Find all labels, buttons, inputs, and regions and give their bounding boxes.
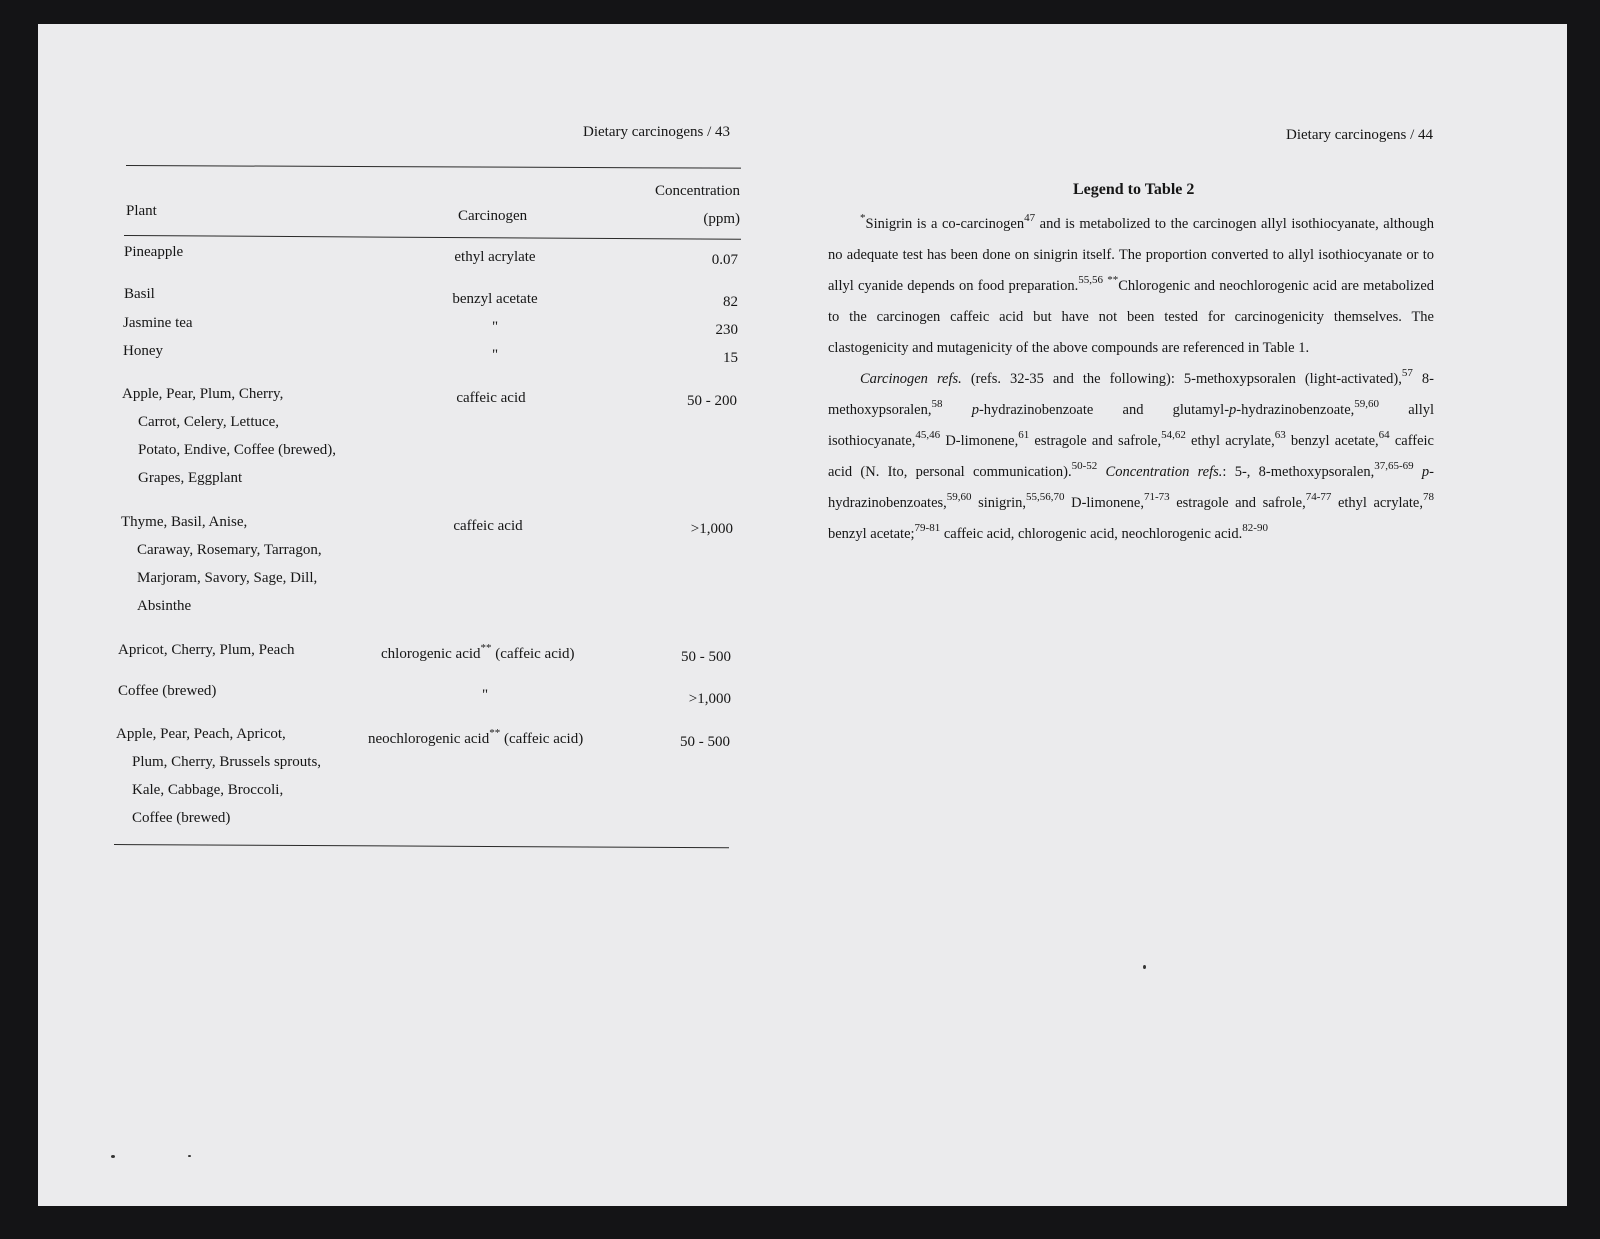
table-row bbox=[121, 508, 322, 620]
carcinogen-cell: " bbox=[491, 347, 499, 363]
concentration-cell: 50 - 200 bbox=[687, 393, 737, 409]
plant-cell: Caraway, Rosemary, Tarragon, bbox=[137, 542, 322, 558]
plant-cell: Absinthe bbox=[137, 598, 192, 614]
carcinogen-qualifier: (caffeic acid) bbox=[491, 646, 575, 662]
carcinogen-cell bbox=[381, 640, 575, 668]
table-row bbox=[123, 309, 193, 337]
plant-cell: Kale, Cabbage, Broccoli, bbox=[132, 782, 284, 798]
plant-cell: Honey bbox=[123, 343, 163, 359]
plant-cell: Basil bbox=[124, 286, 155, 302]
concentration-cell: 82 bbox=[723, 294, 738, 310]
footnote-marker: ** bbox=[480, 642, 492, 654]
plant-cell: Apple, Pear, Plum, Cherry, bbox=[122, 386, 284, 402]
table-top-rule bbox=[126, 165, 741, 169]
concentration-cell: >1,000 bbox=[688, 691, 731, 707]
plant-cell: Potato, Endive, Coffee (brewed), bbox=[138, 442, 336, 458]
plant-cell: Apricot, Cherry, Plum, Peach bbox=[118, 642, 295, 658]
column-header-carcinogen: Carcinogen bbox=[458, 208, 528, 224]
table-row bbox=[124, 238, 183, 266]
plant-cell: Plum, Cherry, Brussels sprouts, bbox=[132, 754, 322, 770]
plant-cell: Marjoram, Savory, Sage, Dill, bbox=[137, 570, 318, 586]
carcinogen-cell: " bbox=[491, 319, 499, 335]
right-page-header: Dietary carcinogens / 44 bbox=[1286, 127, 1434, 143]
carcinogen-cell: caffeic acid bbox=[453, 518, 523, 534]
carcinogen-cell: caffeic acid bbox=[456, 390, 526, 406]
concentration-cell: >1,000 bbox=[690, 521, 733, 537]
carcinogen-name: chlorogenic acid bbox=[381, 646, 481, 662]
carcinogen-cell: " bbox=[481, 687, 489, 703]
plant-cell: Apple, Pear, Peach, Apricot, bbox=[116, 726, 286, 742]
legend-body bbox=[828, 209, 1434, 550]
table-row bbox=[118, 677, 216, 705]
carcinogen-qualifier: (caffeic acid) bbox=[500, 731, 584, 747]
plant-cell: Coffee (brewed) bbox=[132, 810, 231, 826]
concentration-cell: 50 - 500 bbox=[680, 734, 730, 750]
plant-cell: Carrot, Celery, Lettuce, bbox=[138, 414, 280, 430]
table-bottom-rule bbox=[114, 844, 729, 848]
legend-paragraph-references: Carcinogen refs. (refs. 32-35 and the following): 5-methoxypsoralen (light-activated),$^{57}$ 8-methoxypsoralen,$^{58}$ p-hydrazinobenzoate and glutamyl-p-hydrazinobenzoate,$^{59,60}$ allyl isothiocyanate,$^{45,46}$ D-limonene,$^{61}$ estragole and safrole,$^{54,62}$ ethyl acrylate,$^{63}$ benzyl acetate,$^{64}$ caffeic acid (N. Ito, personal communication).$^{50-52}$ Concentration refs.: 5-, 8-methoxypsoralen,$^{37,65-69}$ p-hydrazinobenzoates,$^{59,60}$ sinigrin,$^{55,56,70}$ D-limonene,$^{71-73}$ estragole and safrole,$^{74-77}$ ethyl acrylate,$^{78}$ benzyl acetate;$^{79-81}$ caffeic acid, chlorogenic acid, neochlorogenic acid.$^{82-90}$ bbox=[828, 367, 1435, 542]
left-page-header: Dietary carcinogens / 43 bbox=[583, 124, 731, 140]
scan-speck bbox=[188, 1155, 191, 1157]
carcinogen-name: neochlorogenic acid bbox=[368, 731, 490, 747]
concentration-cell: 0.07 bbox=[711, 252, 738, 268]
footnote-marker: ** bbox=[489, 727, 501, 739]
table-header-rule bbox=[124, 235, 741, 240]
table-row bbox=[123, 337, 163, 365]
table-row bbox=[118, 636, 295, 664]
column-header-unit: (ppm) bbox=[703, 211, 740, 227]
concentration-cell: 230 bbox=[715, 322, 738, 338]
legend-title: Legend to Table 2 bbox=[1073, 181, 1195, 198]
plant-cell: Coffee (brewed) bbox=[118, 683, 217, 699]
concentration-cell: 15 bbox=[723, 350, 738, 366]
scanned-sheet bbox=[38, 24, 1567, 1206]
table-row bbox=[124, 280, 155, 308]
carcinogen-cell: ethyl acrylate bbox=[454, 249, 536, 265]
table-row bbox=[116, 720, 321, 832]
plant-cell: Grapes, Eggplant bbox=[138, 470, 243, 486]
concentration-cell: 50 - 500 bbox=[681, 649, 731, 665]
plant-cell: Thyme, Basil, Anise, bbox=[121, 514, 248, 530]
column-header-concentration: Concentration bbox=[655, 183, 740, 199]
legend-paragraph-footnotes: *Sinigrin is a co-carcinogen$^{47}$ and is metabolized to the carcinogen allyl isothiocyanate, although no adequate test has been done on sinigrin itself. The proportion converted to allyl isothiocyanate or to allyl cyanide depends on food preparation.$^{55,56}$ **Chlorogenic and neochlorogenic acid are metabolized to the carcinogen caffeic acid but have not been tested for carcinogenicity themselves. The clastogenicity and mutagenicity of the above compounds are referenced in Table 1. bbox=[828, 212, 1435, 356]
table-row bbox=[122, 380, 336, 492]
carcinogen-cell bbox=[368, 725, 583, 753]
scan-speck bbox=[111, 1155, 115, 1158]
plant-cell: Pineapple bbox=[124, 244, 184, 260]
plant-cell: Jasmine tea bbox=[123, 315, 193, 331]
scan-speck bbox=[1143, 965, 1146, 969]
column-header-plant: Plant bbox=[126, 203, 157, 219]
carcinogen-cell: benzyl acetate bbox=[452, 291, 538, 307]
